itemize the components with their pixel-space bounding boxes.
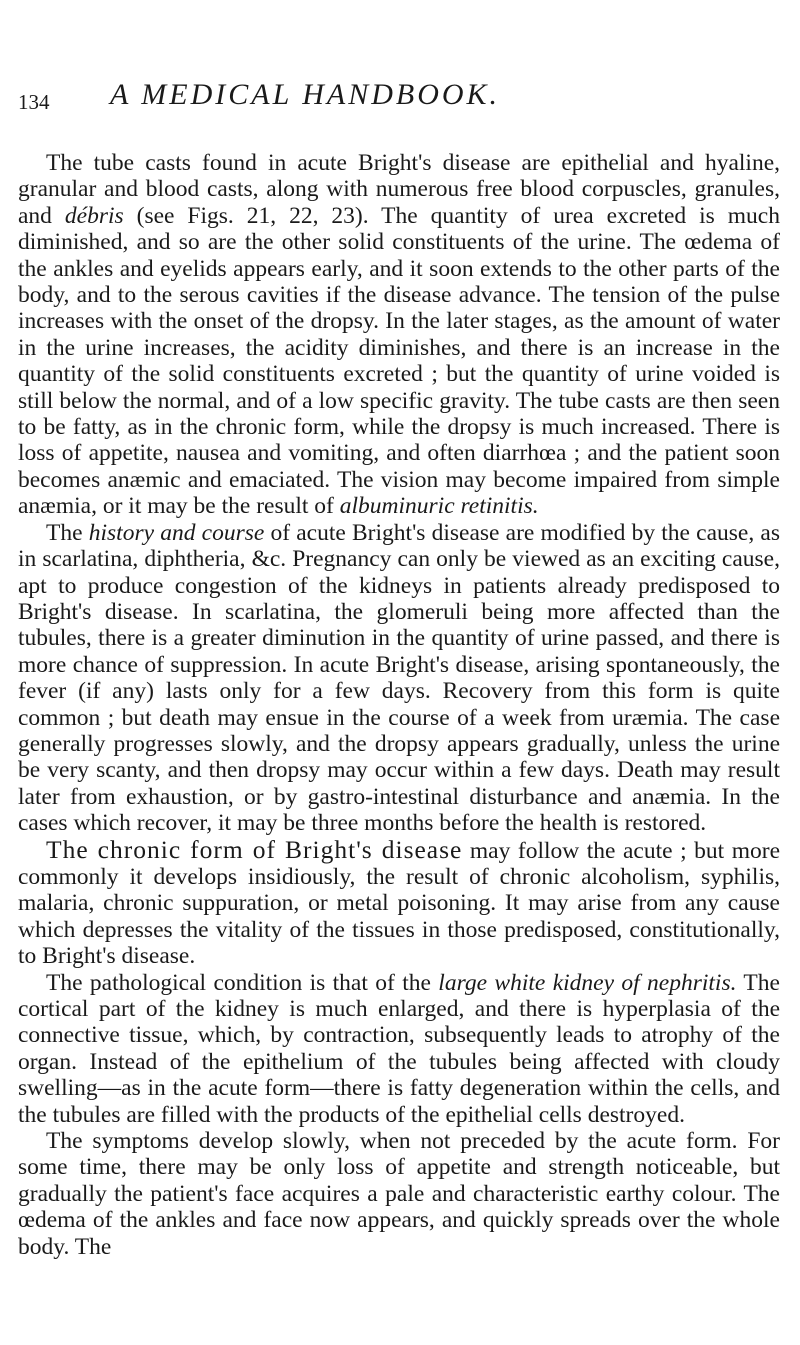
section-heading-phrase: The chronic form of Bright's disease: [46, 834, 463, 864]
italic-phrase: débris: [64, 202, 124, 229]
paragraph-history-course: [18, 520, 780, 837]
text-run: The: [46, 519, 89, 546]
text-run: The cortical part of the kidney is much enlarged, and there is hyperplasia of the connective tissue, which, by contraction, subsequently leads to atrophy of the organ. Instead of the epithelium of the tubules being affected with cloudy swelling—as in the acute form—there is fatty degeneration within the cells, and the tubules are filled with the products of the epithelial cells destroyed.: [18, 969, 780, 1128]
text-run: The pathological condition is that of the: [46, 969, 439, 996]
paragraph-acute-casts: [18, 150, 780, 520]
text-run: (see Figs. 21, 22, 23). The quantity of urea excreted is much diminished, and so are the other solid constituents of the urine. The œdema of the ankles and eyelids appears early, and it soon extends to the other parts of the body, and to the serous cavities if the disease advance. The tension of the pulse increases with the onset of the dropsy. In the later stages, as the amount of water in the urine increases, the acidity diminishes, and there is an increase in the quantity of the solid constituents excreted ; but the quantity of urine voided is still below the normal, and of a low specific gravity. The tube casts are then seen to be fatty, as in the chronic form, while the dropsy is much increased. There is loss of appetite, nausea and vomiting, and often diarrhœa ; and the patient soon becomes anæmic and emaciated. The vision may become impaired from simple anæmia, or it may be the result of: [18, 202, 780, 520]
body-text: [18, 150, 780, 1260]
text-run: of acute Bright's disease are modified by the cause, as in scarlatina, diphtheria, &c. Pregnancy can only be viewed as an exciting cause, apt to produce congestion of the kidneys in patients already predisposed to Bright's disease. In scarlatina, the glomeruli being more affected than the tubules, there is a greater diminution in the quantity of urine passed, and there is more chance of suppression. In acute Bright's disease, arising spontaneously, the fever (if any) lasts only for a few days. Recovery from this form is quite common ; but death may ensue in the course of a week from uræmia. The case generally progresses slowly, and the dropsy appears gradually, unless the urine be very scanty, and then dropsy may occur within a few days. Death may result later from exhaustion, or by gastro-intestinal disturbance and anæmia. In the cases which recover, it may be three months before the health is restored.: [18, 519, 780, 837]
italic-phrase: albuminuric retinitis.: [339, 493, 539, 520]
paragraph-chronic-form: [18, 834, 780, 970]
text-run: The tube casts found in acute Bright's disease are epithelial and hyaline, granular and blood casts, along with numerous free blood corpuscles, granules, and: [18, 150, 780, 229]
page-header: [18, 78, 770, 118]
text-run: may follow the acute ; but more commonly it develops insidiously, the result of chronic alcoholism, syphilis, malaria, chronic suppuration, or metal poisoning. It may arise from any cause which depresses the vitality of the tissues in those predisposed, constitutionally, to Bright's disease.: [18, 837, 780, 970]
paragraph-pathology: [18, 970, 780, 1128]
page-number: 134: [18, 90, 50, 114]
italic-phrase: large white kidney of nephritis.: [438, 969, 737, 996]
running-title: A MEDICAL HANDBOOK.: [110, 78, 501, 111]
paragraph-symptoms: [18, 1128, 780, 1260]
italic-phrase: history and course: [88, 519, 265, 546]
text-run: The symptoms develop slowly, when not preceded by the acute form. For some time, there may be only loss of appetite and strength noticeable, but gradually the patient's face acquires a pale and characteristic earthy colour. The œdema of the ankles and face now appears, and quickly spreads over the whole body. The: [18, 1128, 780, 1260]
